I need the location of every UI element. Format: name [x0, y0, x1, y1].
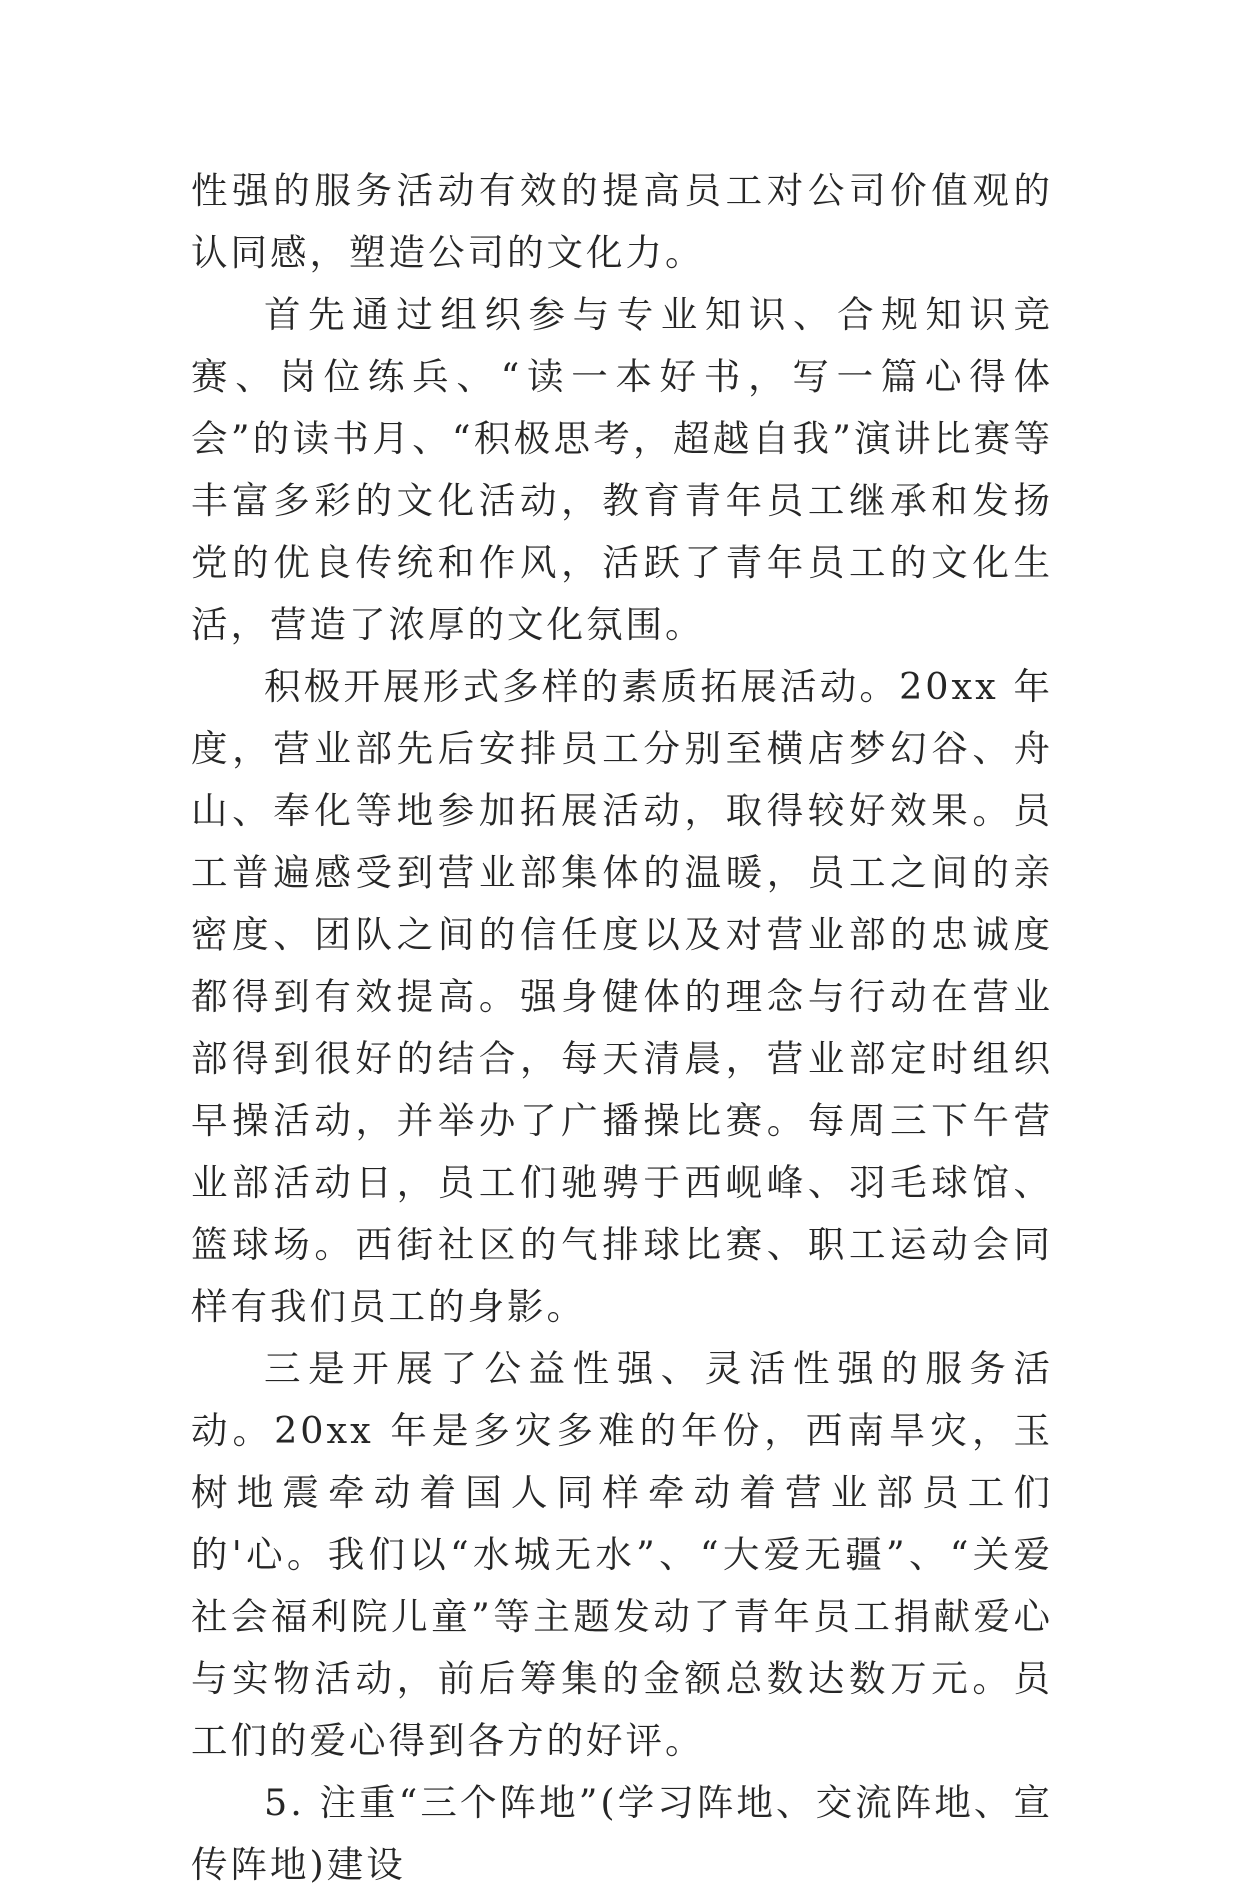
- paragraph-public-welfare: 三是开展了公益性强、灵活性强的服务活动。20xx 年是多灾多难的年份，西南旱灾，玉树地震牵动着国人同样牵动着营业部员工们的'心。我们以“水城无水”、“大爱无疆”、“关爱社会福利院儿童”等主题发动了青年员工捐献爱心与实物活动，前后筹集的金额总数达数万元。员工们的爱心得到各方的好评。: [191, 1347, 1053, 1762]
- paragraph-continued: 性强的服务活动有效的提高员工对公司价值观的认同感，塑造公司的文化力。: [191, 169, 1053, 274]
- paragraph-cultural-activities: 首先通过组织参与专业知识、合规知识竞赛、岗位练兵、“读一本好书，写一篇心得体会”的读书月、“积极思考，超越自我”演讲比赛等丰富多彩的文化活动，教育青年员工继承和发扬党的优良传统和作风，活跃了青年员工的文化生活，营造了浓厚的文化氛围。: [191, 293, 1053, 646]
- section-heading-three-positions: 5. 注重“三个阵地”(学习阵地、交流阵地、宣传阵地)建设: [191, 1781, 1053, 1886]
- document-body: [191, 160, 1053, 1896]
- paragraph-team-building: 积极开展形式多样的素质拓展活动。20xx 年度，营业部先后安排员工分别至横店梦幻谷、舟山、奉化等地参加拓展活动，取得较好效果。员工普遍感受到营业部集体的温暖，员工之间的亲密度、团队之间的信任度以及对营业部的忠诚度都得到有效提高。强身健体的理念与行动在营业部得到很好的结合，每天清晨，营业部定时组织早操活动，并举办了广播操比赛。每周三下午营业部活动日，员工们驰骋于西岘峰、羽毛球馆、篮球场。西街社区的气排球比赛、职工运动会同样有我们员工的身影。: [191, 665, 1053, 1328]
